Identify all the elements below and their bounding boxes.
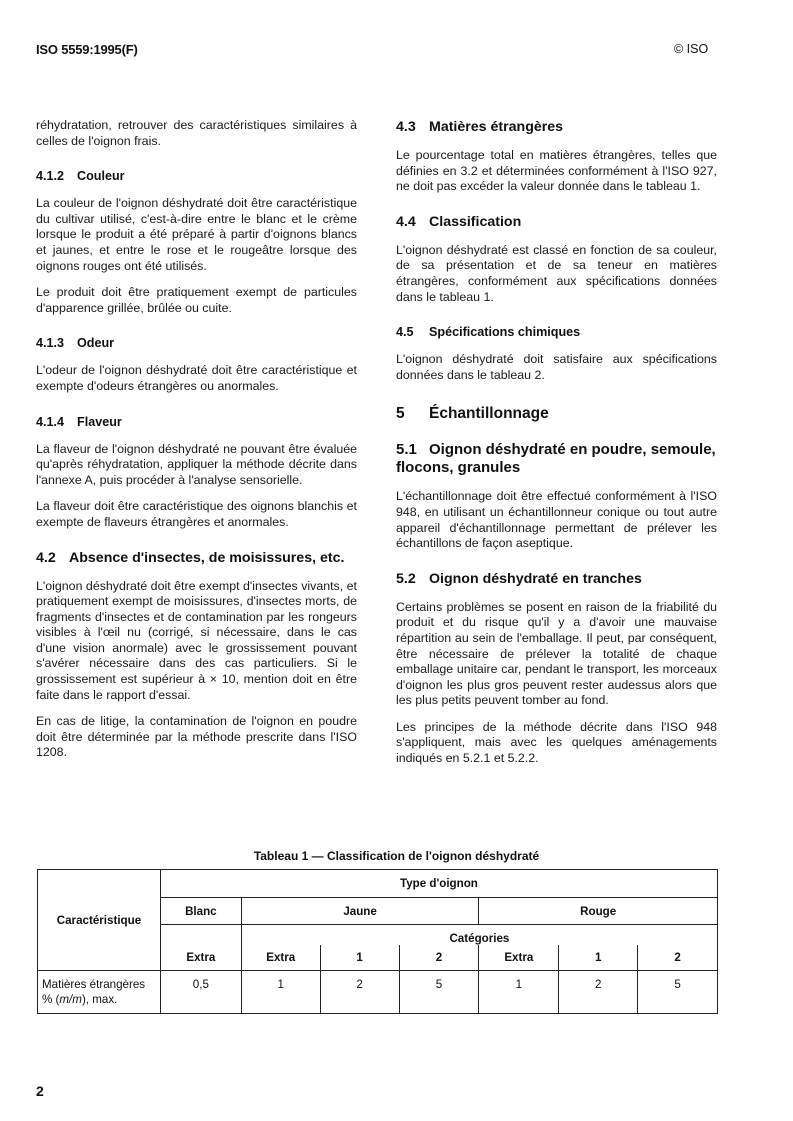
type-cell: Rouge (479, 898, 718, 925)
heading-4-5: 4.5 Spécifications chimiques (396, 325, 581, 340)
row-header-cell: Caractéristique (38, 870, 161, 971)
type-cell: Blanc (160, 898, 241, 925)
copyright: © ISO (674, 42, 709, 56)
category-cell: Extra (160, 945, 241, 971)
heading-5-1: 5.1 Oignon déshydraté en poudre, semoule, flocons, granules (396, 441, 716, 477)
paragraph: La flaveur doit être caractéristique des oignons blanchis et exempte de flaveurs étrangères et anormales. (36, 499, 357, 529)
paragraph: En cas de litige, la contamination de l'oignon en poudre doit être déterminée par la méthode prescrite dans l'ISO 1208. (36, 714, 357, 760)
paragraph: Certains problèmes se posent en raison de la friabilité du produit et du risque qu'il y a d'avoir une mauvaise répartition au sein de l'emballage. Il peut, par conséquent, être nécessaire de prélever la totalité de chaque emballage unitaire car, pendant le transport, les morceaux d'oignon les plus gros peuvent rester audessus alors que les plus petits peuvent tomber au fond. (396, 599, 717, 708)
value-cell: 5 (638, 971, 718, 1014)
heading-5-2: 5.2 Oignon déshydraté en tranches (396, 570, 642, 587)
type-cell: Jaune (241, 898, 479, 925)
table-title: Tableau 1 — Classification de l'oignon déshydraté (253, 849, 540, 863)
category-cell: 1 (320, 945, 399, 971)
value-cell: 2 (320, 971, 399, 1014)
value-cell: 1 (479, 971, 559, 1014)
heading-4-1-4: 4.1.4 Flaveur (36, 414, 122, 429)
heading-4-3: 4.3 Matières étrangères (396, 119, 564, 135)
category-cell: Extra (479, 945, 559, 971)
row-label-cell: Matières étrangères % (m/m), max. (38, 971, 161, 1014)
heading-5: 5 Échantillonnage (396, 405, 549, 423)
paragraph: L'oignon déshydraté est classé en fonction de sa couleur, de sa présentation et de sa teneur en matières étrangères, conformément aux spécifications données dans le tableau 1. (396, 242, 717, 304)
heading-4-2: 4.2 Absence d'insectes, de moisissures, etc. (36, 549, 345, 566)
paragraph: La flaveur de l'oignon déshydraté ne pouvant être évaluée qu'après réhydratation, appliquer la méthode décrite dans l'annexe A, puis procéder à l'analyse sensorielle. (36, 441, 357, 487)
value-cell: 1 (241, 971, 320, 1014)
heading-4-1-2: 4.1.2 Couleur (36, 169, 125, 184)
paragraph: Les principes de la méthode décrite dans l'ISO 948 s'appliquent, mais avec les quelques aménagements indiqués en 5.2.1 et 5.2.2. (396, 719, 717, 766)
heading-4-1-3: 4.1.3 Odeur (36, 336, 115, 351)
classification-table (37, 869, 718, 1014)
paragraph: Le produit doit être pratiquement exempt de particules d'apparence grillée, brûlée ou cuite. (36, 285, 357, 315)
left-column (36, 118, 357, 772)
value-cell: 5 (399, 971, 479, 1014)
heading-4-4: 4.4 Classification (396, 213, 522, 230)
category-cell: 1 (559, 945, 638, 971)
category-cell: Extra (241, 945, 320, 971)
paragraph: Le pourcentage total en matières étrangères, telles que définies en 3.2 et déterminées conformément à l'ISO 927, ne doit pas excéder la valeur donnée dans le tableau 1. (396, 148, 717, 194)
document-id: ISO 5559:1995(F) (36, 42, 138, 57)
right-column (396, 118, 717, 778)
category-cell: 2 (638, 945, 718, 971)
paragraph: La couleur de l'oignon déshydraté doit être caractéristique du cultivar utilisé, c'est-à-dire entre le blanc et le crème lorsque le produit a été préparé à partir d'oignons blancs et jaunes, et entre le rose et le rougeâtre lorsque des oignons rouges ont été utilisés. (36, 196, 357, 273)
value-cell: 0,5 (160, 971, 241, 1014)
intro-paragraph: réhydratation, retrouver des caractéristiques similaires à celles de l'oignon frais. (36, 118, 357, 148)
categories-header-cell: Catégories (241, 925, 717, 945)
value-cell: 2 (559, 971, 638, 1014)
type-header-cell: Type d'oignon (160, 870, 717, 898)
category-cell: 2 (399, 945, 479, 971)
paragraph: L'échantillonnage doit être effectué conformément à l'ISO 948, en utilisant un échantillonneur conique ou tout autre appareil d'échantillonnage permettant de prélever les échantillons de façon aseptique. (396, 489, 717, 551)
paragraph: L'oignon déshydraté doit être exempt d'insectes vivants, et pratiquement exempt de moisissures, d'insectes morts, de fragments d'insectes et de contamination par les rongeurs visibles à l'œil nu (corrigé, si nécessaire, dans le cas d'une vision anormale) avec le grossissement pouvant s'avérer nécessaire dans des cas particuliers. Si le grossissement est supérieur à × 10, mention doit en être faite dans le rapport d'essai. (36, 578, 357, 702)
paragraph: L'odeur de l'oignon déshydraté doit être caractéristique et exempte d'odeurs étrangères ou anormales. (36, 363, 357, 393)
paragraph: L'oignon déshydraté doit satisfaire aux spécifications données dans le tableau 2. (396, 352, 717, 382)
page-number: 2 (36, 1083, 44, 1099)
